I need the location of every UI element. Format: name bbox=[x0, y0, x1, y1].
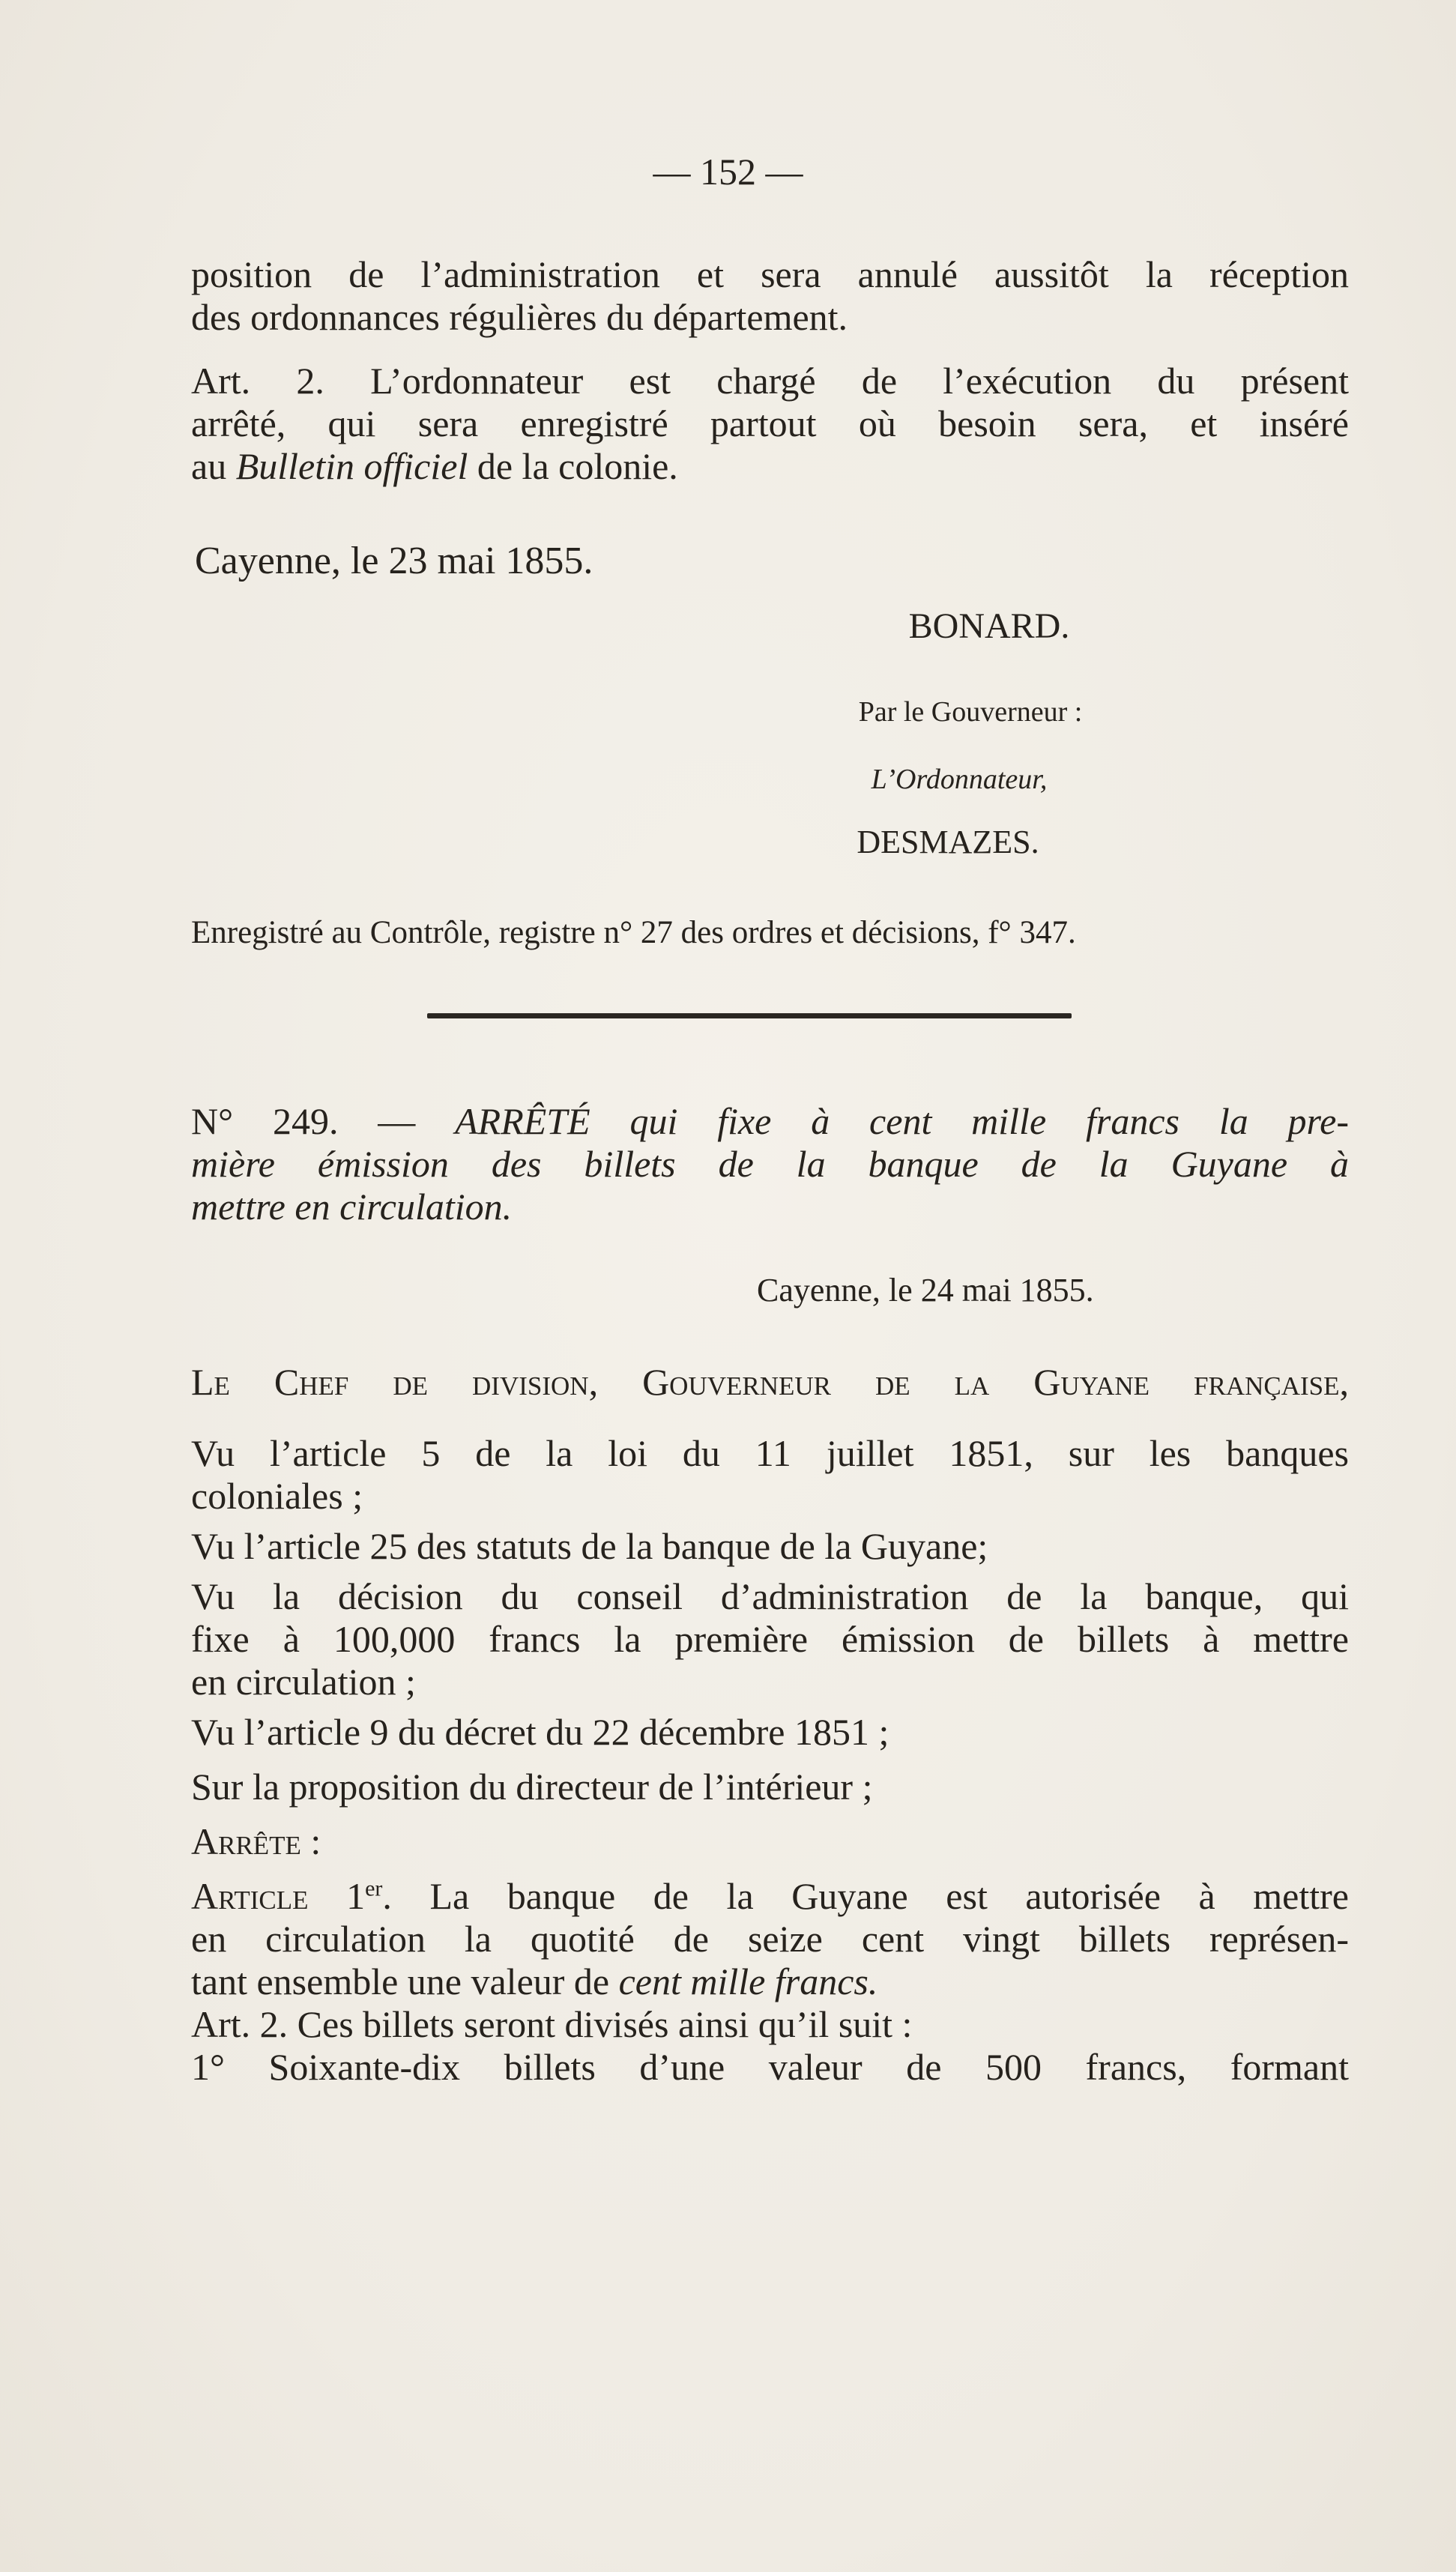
text-line: en circulation la quotité de seize cent vingt billets représen- bbox=[191, 1918, 1349, 1960]
text-line: Art. 2. L’ordonnateur est chargé de l’exécution du présent bbox=[191, 360, 1349, 402]
arrete-heading: Arrête : bbox=[191, 1820, 321, 1862]
decree-title bbox=[191, 1100, 1349, 1228]
page-number: — 152 — bbox=[653, 151, 803, 193]
text-line: Vu la décision du conseil d’administration de la banque, qui bbox=[191, 1575, 1349, 1617]
text-line: fixe à 100,000 francs la première émission de billets à mettre bbox=[191, 1618, 1349, 1660]
text-line: arrêté, qui sera enregistré partout où besoin sera, et inséré bbox=[191, 402, 1349, 444]
text-line: des ordonnances régulières du département. bbox=[191, 296, 848, 338]
issuer-line: Le Chef de division, Gouverneur de la Guyane française, bbox=[191, 1361, 1349, 1403]
signature-bonard: BONARD. bbox=[908, 606, 1070, 646]
text-line: N° 249. — ARRÊTÉ qui fixe à cent mille francs la pre- bbox=[191, 1100, 1349, 1142]
decree-body bbox=[191, 1361, 1349, 2089]
text-line: position de l’administration et sera annulé aussitôt la réception bbox=[191, 253, 1349, 295]
text-line: au Bulletin officiel de la colonie. bbox=[191, 445, 678, 487]
text-line: Vu l’article 5 de la loi du 11 juillet 1851, sur les banques bbox=[191, 1432, 1349, 1474]
text-line: mière émission des billets de la banque de la Guyane à bbox=[191, 1143, 1349, 1185]
text-line: Art. 2. Ces billets seront divisés ainsi qu’il suit : bbox=[191, 2003, 913, 2045]
text-line: 1° Soixante-dix billets d’une valeur de 500 francs, formant bbox=[191, 2046, 1349, 2088]
text-line: Sur la proposition du directeur de l’intérieur ; bbox=[191, 1766, 873, 1808]
text-line: coloniales ; bbox=[191, 1475, 363, 1517]
continued-paragraph bbox=[191, 253, 1349, 339]
registration-line: Enregistré au Contrôle, registre n° 27 des ordres et décisions, f° 347. bbox=[191, 915, 1076, 950]
text-line: Article 1er. La banque de la Guyane est autorisée à mettre bbox=[191, 1875, 1349, 1917]
article-2-top bbox=[191, 360, 1349, 488]
signature-desmazes: DESMAZES. bbox=[857, 824, 1039, 860]
bulletin-officiel: Bulletin officiel bbox=[235, 445, 468, 487]
text-line: mettre en circulation. bbox=[191, 1186, 513, 1228]
date-line: Cayenne, le 23 mai 1855. bbox=[195, 540, 593, 582]
par-le-gouverneur: Par le Gouverneur : bbox=[858, 696, 1083, 728]
text-line: Vu l’article 9 du décret du 22 décembre 1851 ; bbox=[191, 1711, 889, 1753]
text-line: en circulation ; bbox=[191, 1661, 416, 1703]
divider-rule bbox=[427, 1013, 1072, 1018]
text-line: tant ensemble une valeur de cent mille francs. bbox=[191, 1960, 878, 2002]
decree-date: Cayenne, le 24 mai 1855. bbox=[757, 1272, 1094, 1308]
ordonnateur-label: L’Ordonnateur, bbox=[871, 764, 1048, 795]
text-line: Vu l’article 25 des statuts de la banque de la Guyane; bbox=[191, 1525, 988, 1567]
